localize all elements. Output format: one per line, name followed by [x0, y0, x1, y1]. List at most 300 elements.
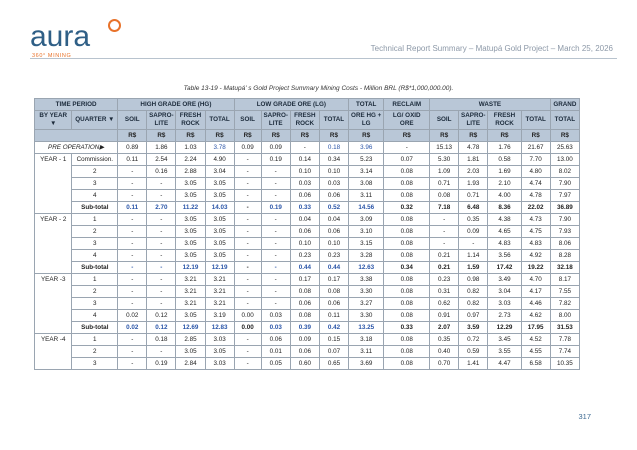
table-cell: 0.14	[290, 154, 319, 166]
table-cell: 4.52	[521, 334, 550, 346]
table-cell: 0.11	[118, 154, 147, 166]
header-lg-saprolite: SAPRO-LITE	[261, 111, 290, 130]
table-cell: 3.55	[488, 346, 521, 358]
table-cell: 3.05	[176, 250, 205, 262]
table-cell: 7.74	[550, 346, 579, 358]
table-row	[35, 226, 580, 238]
logo-circle-icon	[108, 19, 121, 32]
quarter-label: 3	[72, 178, 118, 190]
table-cell: 1.76	[488, 142, 521, 154]
unit-cell: R$	[234, 130, 261, 142]
pre-operation-label: PRE OPERATION▶	[35, 142, 118, 154]
table-cell: -	[147, 214, 176, 226]
table-cell: 0.08	[430, 190, 459, 202]
table-row	[35, 358, 580, 370]
table-cell: 0.10	[319, 238, 348, 250]
table-cell: 0.11	[118, 202, 147, 214]
table-cell: 0.10	[290, 166, 319, 178]
table-cell: 0.12	[147, 310, 176, 322]
mining-costs-table	[34, 98, 580, 370]
header-waste-total: TOTAL	[521, 111, 550, 130]
table-cell: -	[430, 226, 459, 238]
table-row	[35, 274, 580, 286]
year-label: YEAR - 1	[35, 154, 72, 214]
table-cell: 1.59	[459, 262, 488, 274]
table-cell: -	[118, 238, 147, 250]
table-cell: -	[147, 274, 176, 286]
table-cell: 13.00	[550, 154, 579, 166]
table-cell: 0.97	[459, 310, 488, 322]
quarter-label: 2	[72, 286, 118, 298]
table-cell: -	[430, 238, 459, 250]
table-cell: 4.17	[521, 286, 550, 298]
table-cell: 4.80	[521, 166, 550, 178]
table-cell: -	[290, 142, 319, 154]
quarter-label: 1	[72, 334, 118, 346]
table-cell: 7.70	[521, 154, 550, 166]
table-caption: Table 13-19 - Matupá' s Gold Project Summary Mining Costs - Million BRL (R$*1,000,000.00).	[183, 85, 454, 92]
table-cell: -	[147, 286, 176, 298]
table-cell: 0.08	[384, 178, 430, 190]
table-cell: 0.04	[319, 214, 348, 226]
table-cell: 3.21	[176, 298, 205, 310]
table-cell: -	[147, 250, 176, 262]
table-cell: -	[261, 238, 290, 250]
table-cell: 17.95	[521, 322, 550, 334]
unit-cell: R$	[290, 130, 319, 142]
unit-cell: R$	[488, 130, 521, 142]
quarter-label: 3	[72, 298, 118, 310]
unit-cell: R$	[176, 130, 205, 142]
table-cell: -	[261, 286, 290, 298]
header-hg-total: TOTAL	[205, 111, 234, 130]
table-cell: 19.22	[521, 262, 550, 274]
header-divider	[30, 58, 617, 59]
table-cell: 0.21	[430, 262, 459, 274]
table-cell: 0.01	[261, 346, 290, 358]
table-cell: 10.35	[550, 358, 579, 370]
table-cell: 1.41	[459, 358, 488, 370]
table-cell: 0.82	[459, 286, 488, 298]
table-cell: 2.03	[459, 166, 488, 178]
header-grand: GRAND	[550, 99, 579, 111]
table-cell: 0.23	[430, 274, 459, 286]
table-cell: 0.08	[319, 286, 348, 298]
table-cell: 8.17	[550, 274, 579, 286]
quarter-label: 1	[72, 274, 118, 286]
table-cell: 4.46	[521, 298, 550, 310]
table-row	[35, 334, 580, 346]
table-cell: 3.04	[488, 286, 521, 298]
table-cell: 3.03	[488, 298, 521, 310]
table-cell: 4.55	[521, 346, 550, 358]
header-total-ore: TOTAL	[349, 99, 384, 111]
unit-row	[35, 130, 580, 142]
header-by-year: BY YEAR ▼	[35, 111, 72, 130]
table-cell: 1.03	[176, 142, 205, 154]
table-cell: -	[147, 226, 176, 238]
table-cell: -	[234, 202, 261, 214]
table-cell: -	[118, 250, 147, 262]
table-cell: 5.30	[430, 154, 459, 166]
table-cell: -	[261, 226, 290, 238]
table-cell: 0.03	[319, 178, 348, 190]
year-label: YEAR -4	[35, 334, 72, 370]
table-cell: 0.08	[384, 274, 430, 286]
table-cell: 4.78	[521, 190, 550, 202]
table-cell: 0.71	[430, 178, 459, 190]
table-cell: 3.27	[349, 298, 384, 310]
table-cell: 14.03	[205, 202, 234, 214]
table-cell: 2.54	[147, 154, 176, 166]
table-cell: 1.69	[488, 166, 521, 178]
table-cell: 3.05	[176, 214, 205, 226]
table-cell: 0.07	[384, 154, 430, 166]
table-cell: 22.02	[521, 202, 550, 214]
table-cell: 0.04	[290, 214, 319, 226]
table-cell: 2.07	[430, 322, 459, 334]
table-row	[35, 166, 580, 178]
table-cell: 4.38	[488, 214, 521, 226]
table-cell: 0.08	[384, 226, 430, 238]
table-cell: -	[234, 298, 261, 310]
table-cell: 0.16	[147, 166, 176, 178]
table-row	[35, 286, 580, 298]
header-lg-fresh-rock: FRESH ROCK	[290, 111, 319, 130]
table-cell: 0.02	[118, 310, 147, 322]
table-cell: 7.93	[550, 226, 579, 238]
table-cell: -	[118, 190, 147, 202]
table-cell: 1.93	[459, 178, 488, 190]
table-cell: 0.09	[459, 226, 488, 238]
table-cell: 0.17	[290, 274, 319, 286]
header-hg-fresh-rock: FRESH ROCK	[176, 111, 205, 130]
table-cell: 0.65	[319, 358, 348, 370]
table-cell: 0.23	[319, 250, 348, 262]
table-cell: 0.39	[290, 322, 319, 334]
table-cell: -	[234, 346, 261, 358]
table-cell: 0.03	[261, 310, 290, 322]
table-cell: 17.42	[488, 262, 521, 274]
unit-cell: R$	[349, 130, 384, 142]
table-cell: 0.72	[459, 334, 488, 346]
header-waste-saprolite: SAPRO-LITE	[459, 111, 488, 130]
header-high-grade: HIGH GRADE ORE (HG)	[118, 99, 234, 111]
table-cell: 0.34	[319, 154, 348, 166]
table-row	[35, 178, 580, 190]
table-cell: -	[118, 334, 147, 346]
table-cell: 7.82	[550, 298, 579, 310]
table-cell: 0.42	[319, 322, 348, 334]
table-cell: 3.05	[176, 238, 205, 250]
table-cell: 13.25	[349, 322, 384, 334]
table-cell: 0.35	[459, 214, 488, 226]
table-cell: 4.78	[459, 142, 488, 154]
table-cell: 3.03	[205, 358, 234, 370]
table-cell: -	[261, 262, 290, 274]
table-cell: 4.83	[521, 238, 550, 250]
table-cell: 31.53	[550, 322, 579, 334]
table-cell: 3.05	[205, 214, 234, 226]
table-cell: 3.96	[349, 142, 384, 154]
unit-cell: R$	[319, 130, 348, 142]
header-low-grade: LOW GRADE ORE (LG)	[234, 99, 348, 111]
table-cell: 8.02	[550, 166, 579, 178]
table-cell: 0.33	[384, 322, 430, 334]
table-cell: 0.07	[319, 346, 348, 358]
table-cell: 0.11	[319, 310, 348, 322]
table-cell: 3.30	[349, 310, 384, 322]
table-cell: -	[234, 238, 261, 250]
table-cell: 0.09	[234, 142, 261, 154]
unit-spacer	[35, 130, 118, 142]
table-cell: -	[118, 178, 147, 190]
year-label: YEAR - 2	[35, 214, 72, 274]
unit-cell: R$	[205, 130, 234, 142]
table-cell: 3.05	[176, 310, 205, 322]
table-cell: -	[234, 190, 261, 202]
table-cell: 0.08	[384, 238, 430, 250]
table-cell: 0.34	[384, 262, 430, 274]
table-cell: 0.18	[147, 334, 176, 346]
table-cell: 0.44	[290, 262, 319, 274]
header-waste-soil: SOIL	[430, 111, 459, 130]
table-cell: 0.08	[384, 166, 430, 178]
table-cell: 3.05	[176, 226, 205, 238]
table-cell: -	[234, 226, 261, 238]
table-cell: 7.90	[550, 214, 579, 226]
unit-cell: R$	[550, 130, 579, 142]
table-cell: 0.08	[290, 286, 319, 298]
subtotal-label: Sub-total	[72, 322, 118, 334]
table-cell: 2.84	[176, 358, 205, 370]
unit-cell: R$	[147, 130, 176, 142]
table-cell: 0.06	[290, 226, 319, 238]
table-cell: -	[147, 298, 176, 310]
table-cell: 0.82	[459, 298, 488, 310]
table-cell: 0.03	[290, 178, 319, 190]
company-logo	[30, 22, 90, 59]
table-row	[35, 214, 580, 226]
quarter-label: 4	[72, 190, 118, 202]
table-cell: -	[261, 178, 290, 190]
table-cell: 4.62	[521, 310, 550, 322]
table-row	[35, 298, 580, 310]
quarter-label: 3	[72, 238, 118, 250]
table-cell: 8.06	[550, 238, 579, 250]
table-cell: 0.09	[261, 142, 290, 154]
table-cell: 7.18	[430, 202, 459, 214]
table-cell: 8.00	[550, 310, 579, 322]
unit-cell: R$	[384, 130, 430, 142]
table-cell: 4.75	[521, 226, 550, 238]
table-cell: 3.11	[349, 190, 384, 202]
table-cell: 2.88	[176, 166, 205, 178]
table-cell: 3.21	[176, 274, 205, 286]
table-cell: 25.63	[550, 142, 579, 154]
table-cell: 0.19	[147, 358, 176, 370]
table-cell: -	[118, 286, 147, 298]
table-cell: 2.70	[147, 202, 176, 214]
logo-tagline: 360° MINING	[32, 53, 72, 59]
table-cell: 3.21	[205, 286, 234, 298]
table-cell: 4.92	[521, 250, 550, 262]
table-cell: -	[118, 358, 147, 370]
table-cell: 0.06	[290, 190, 319, 202]
table-cell: 1.14	[459, 250, 488, 262]
table-cell: -	[234, 262, 261, 274]
table-cell: 0.06	[319, 226, 348, 238]
logo-wordmark: aura	[30, 20, 91, 53]
table-row	[35, 238, 580, 250]
table-cell: -	[118, 166, 147, 178]
table-cell: 3.45	[488, 334, 521, 346]
table-cell: -	[459, 238, 488, 250]
table-cell: -	[261, 190, 290, 202]
table-cell: 5.23	[349, 154, 384, 166]
quarter-label: 2	[72, 226, 118, 238]
table-cell: 1.86	[147, 142, 176, 154]
table-cell: 3.14	[349, 166, 384, 178]
table-cell: 3.11	[349, 346, 384, 358]
table-cell: 0.91	[430, 310, 459, 322]
table-cell: 12.19	[176, 262, 205, 274]
table-cell: 2.73	[488, 310, 521, 322]
year-label: YEAR -3	[35, 274, 72, 334]
table-cell: 3.21	[176, 286, 205, 298]
table-cell: 0.33	[290, 202, 319, 214]
table-cell: 1.81	[459, 154, 488, 166]
header-lg-soil: SOIL	[234, 111, 261, 130]
table-cell: -	[118, 298, 147, 310]
quarter-label: 3	[72, 358, 118, 370]
table-cell: 3.28	[349, 250, 384, 262]
table-cell: 3.69	[349, 358, 384, 370]
table-cell: 3.21	[205, 274, 234, 286]
table-cell: 0.17	[319, 274, 348, 286]
header-reclaim: RECLAIM	[384, 99, 430, 111]
table-cell: 4.00	[488, 190, 521, 202]
table-cell: 3.05	[176, 346, 205, 358]
table-cell: 0.10	[290, 238, 319, 250]
table-row	[35, 346, 580, 358]
table-cell: -	[118, 346, 147, 358]
header-grand-total: TOTAL	[550, 111, 579, 130]
subtotal-row	[35, 322, 580, 334]
table-cell: 3.05	[205, 178, 234, 190]
table-cell: -	[234, 250, 261, 262]
table-cell: 0.58	[488, 154, 521, 166]
table-cell: 3.56	[488, 250, 521, 262]
table-cell: 8.28	[550, 250, 579, 262]
table-cell: 3.59	[459, 322, 488, 334]
unit-cell: R$	[430, 130, 459, 142]
table-cell: 8.36	[488, 202, 521, 214]
header-reclaim-oxid: LG/ OXID ORE	[384, 111, 430, 130]
table-cell: 0.23	[290, 250, 319, 262]
table-cell: 12.83	[205, 322, 234, 334]
table-cell: 0.31	[430, 286, 459, 298]
table-cell: 7.97	[550, 190, 579, 202]
table-cell: 0.21	[430, 250, 459, 262]
header-waste: WASTE	[430, 99, 551, 111]
table-cell: 3.05	[205, 250, 234, 262]
table-cell: 2.24	[176, 154, 205, 166]
table-cell: -	[261, 250, 290, 262]
header-waste-fresh-rock: FRESH ROCK	[488, 111, 521, 130]
table-cell: 14.56	[349, 202, 384, 214]
table-cell: 3.30	[349, 286, 384, 298]
table-cell: 3.05	[205, 346, 234, 358]
table-cell: 3.05	[205, 190, 234, 202]
table-cell: 4.65	[488, 226, 521, 238]
unit-cell: R$	[521, 130, 550, 142]
table-cell: 4.90	[205, 154, 234, 166]
table-cell: 3.49	[488, 274, 521, 286]
quarter-label: 2	[72, 166, 118, 178]
table-cell: 3.18	[349, 334, 384, 346]
header-time-period: TIME PERIOD	[35, 99, 118, 111]
table-cell: 3.04	[205, 166, 234, 178]
header-quarter: QUARTER ▼	[72, 111, 118, 130]
table-cell: 2.10	[488, 178, 521, 190]
table-cell: 3.09	[349, 214, 384, 226]
quarter-label: 1	[72, 214, 118, 226]
table-cell: 3.78	[205, 142, 234, 154]
subtotal-row	[35, 262, 580, 274]
table-cell: 0.19	[261, 202, 290, 214]
table-cell: 36.89	[550, 202, 579, 214]
table-cell: 0.70	[430, 358, 459, 370]
table-cell: 6.48	[459, 202, 488, 214]
table-cell: -	[118, 262, 147, 274]
table-cell: 0.02	[118, 322, 147, 334]
page-number: 317	[578, 412, 591, 421]
table-cell: 0.60	[290, 358, 319, 370]
table-cell: 12.19	[205, 262, 234, 274]
table-cell: 0.08	[384, 286, 430, 298]
table-cell: 4.47	[488, 358, 521, 370]
table-cell: 0.06	[290, 298, 319, 310]
table-cell: -	[234, 154, 261, 166]
table-cell: 0.32	[384, 202, 430, 214]
table-cell: 0.44	[319, 262, 348, 274]
table-cell: 4.83	[488, 238, 521, 250]
table-cell: -	[234, 166, 261, 178]
table-cell: 3.05	[205, 238, 234, 250]
quarter-label: 4	[72, 250, 118, 262]
table-cell: 6.58	[521, 358, 550, 370]
table-cell: 0.06	[261, 334, 290, 346]
table-cell: 3.05	[176, 178, 205, 190]
table-cell: 3.03	[205, 334, 234, 346]
table-cell: -	[147, 190, 176, 202]
table-cell: 3.10	[349, 226, 384, 238]
table-cell: -	[261, 214, 290, 226]
header-hg-saprolite: SAPRO-LITE	[147, 111, 176, 130]
subtotal-label: Sub-total	[72, 202, 118, 214]
group-header-row	[35, 99, 580, 111]
table-cell: 3.05	[176, 190, 205, 202]
subtotal-row	[35, 202, 580, 214]
table-cell: 32.18	[550, 262, 579, 274]
pre-operation-row	[35, 142, 580, 154]
table-cell: 0.09	[290, 334, 319, 346]
table-cell: 0.40	[430, 346, 459, 358]
table-cell: -	[118, 226, 147, 238]
quarter-label: Commission.	[72, 154, 118, 166]
table-row	[35, 154, 580, 166]
